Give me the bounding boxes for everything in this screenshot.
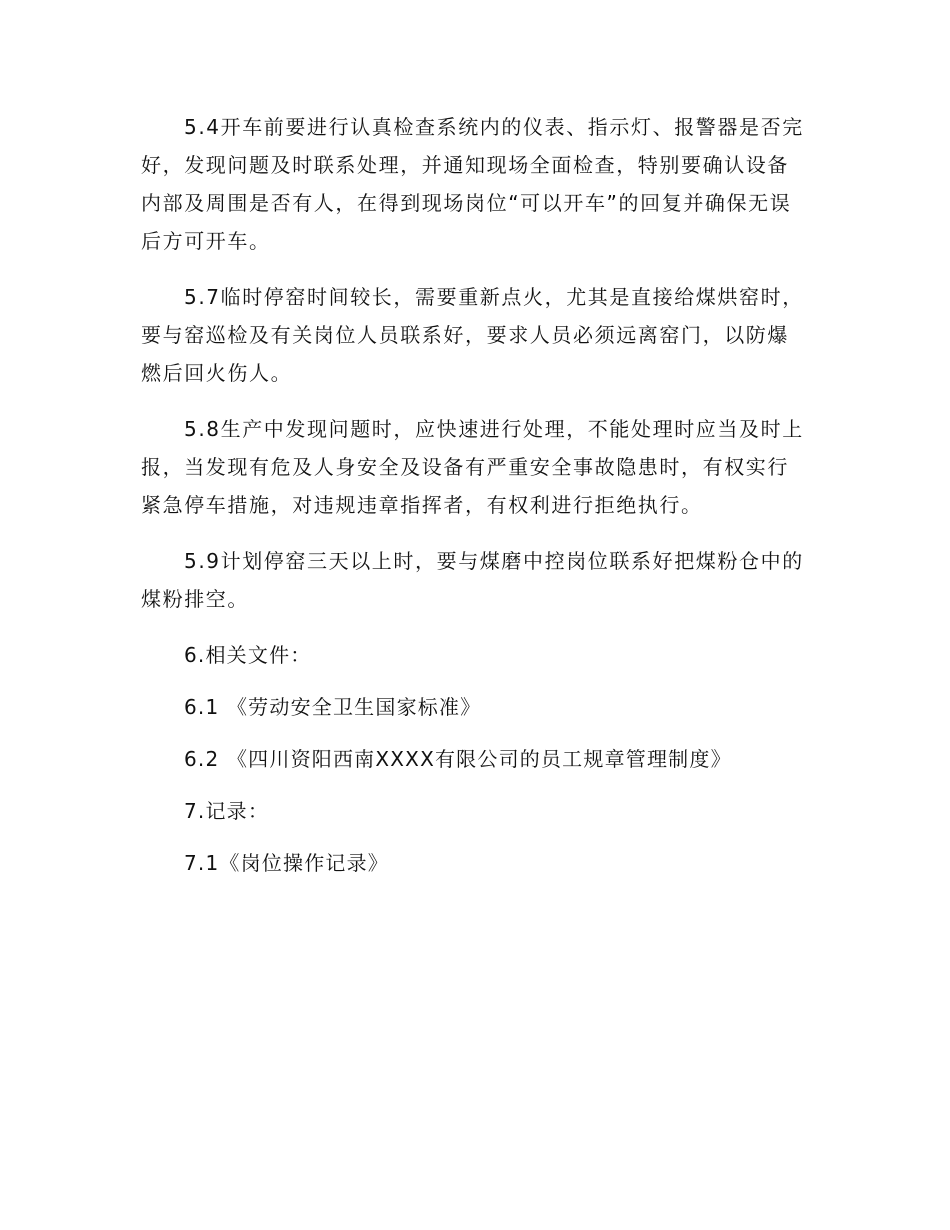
document-body [141, 108, 809, 896]
record-7-1: 7.1《岗位操作记录》 [184, 851, 390, 875]
related-document-6-2: 6.2 《四川资阳西南XXXX有限公司的员工规章管理制度》 [184, 747, 732, 771]
related-documents-heading: 6.相关文件： [184, 643, 312, 667]
paragraph-5-8: 5.8生产中发现问题时，应快速进行处理，不能处理时应当及时上报，当发现有危及人身安全及设备有严重安全事故隐患时，有权实行紧急停车措施，对违规违章指挥者，有权利进行拒绝执行。 [141, 417, 804, 517]
paragraph-5-9: 5.9计划停窑三天以上时，要与煤磨中控岗位联系好把煤粉仓中的煤粉排空。 [141, 549, 804, 611]
records-heading: 7.记录： [184, 799, 270, 823]
paragraph-5-4: 5.4开车前要进行认真检查系统内的仪表、指示灯、报警器是否完好，发现问题及时联系处理，并通知现场全面检查，特别要确认设备内部及周围是否有人，在得到现场岗位“可以开车”的回复并确保无误后方可开车。 [141, 115, 804, 253]
related-document-6-1: 6.1 《劳动安全卫生国家标准》 [184, 695, 482, 719]
paragraph-5-7: 5.7临时停窑时间较长，需要重新点火，尤其是直接给煤烘窑时，要与窑巡检及有关岗位人员联系好，要求人员必须远离窑门，以防爆燃后回火伤人。 [141, 285, 804, 385]
